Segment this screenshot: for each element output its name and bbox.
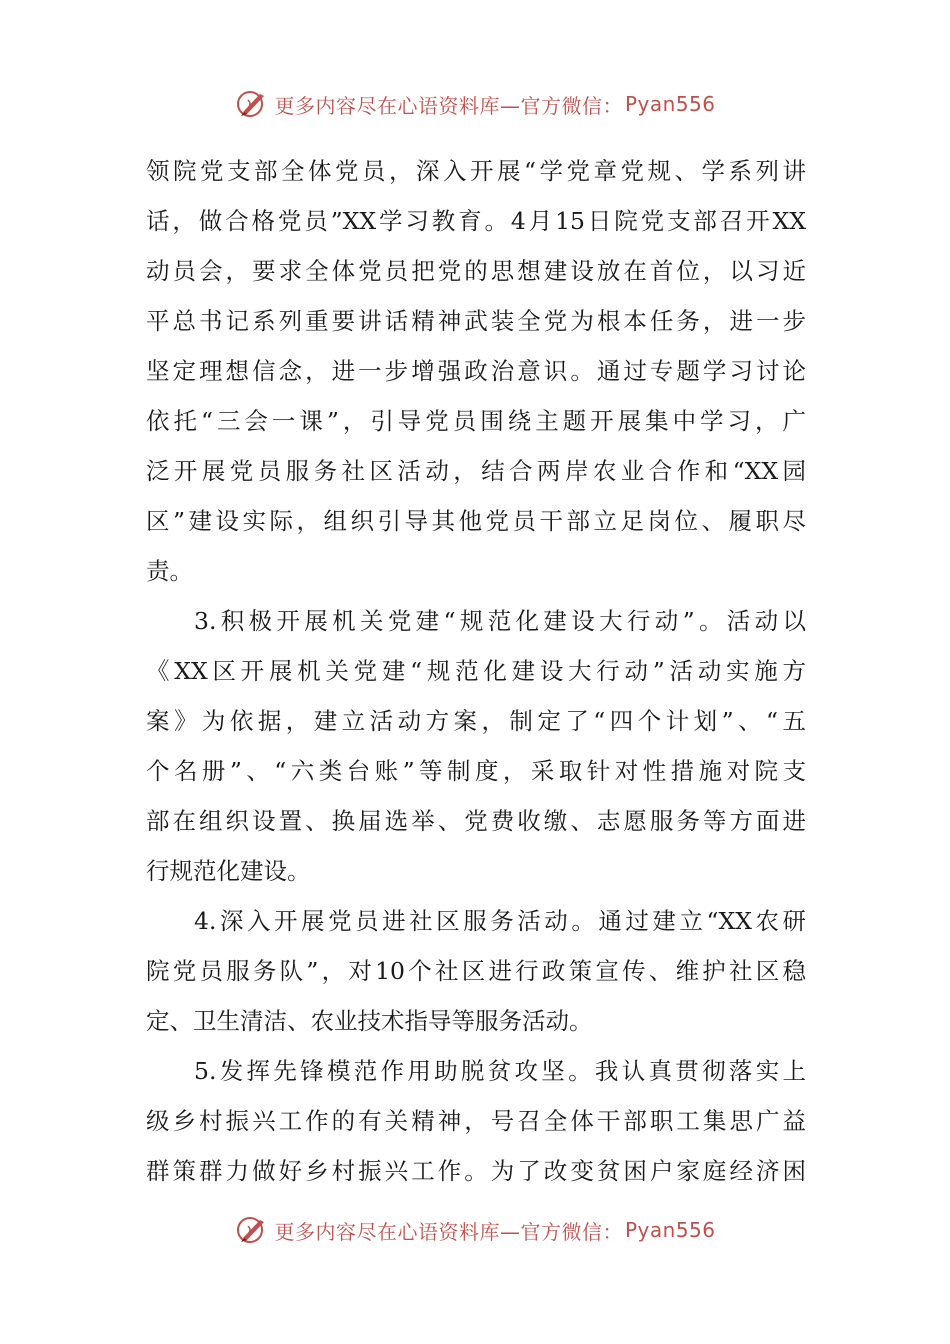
text-line: 4.深入开展党员进社区服务活动。通过建立“XX农研 [194,907,806,935]
text-line: 动员会，要求全体党员把党的思想建设放在首位，以习近 [146,257,806,285]
text-line: 坚定理想信念，进一步增强政治意识。通过专题学习讨论 [146,357,806,385]
text-line: 级乡村振兴工作的有关精神，号召全体干部职工集思广益 [146,1107,806,1135]
text-line: 群策群力做好乡村振兴工作。为了改变贫困户家庭经济困 [146,1157,806,1185]
watermark-text: 更多内容尽在心语资料库—官方微信： [274,1219,623,1244]
document-body [146,146,806,1196]
text-line: 案》为依据，建立活动方案，制定了“四个计划”、“五 [146,707,806,735]
text-line: 依托“三会一课”，引导党员围绕主题开展集中学习，广 [146,407,806,435]
pen-logo-icon [234,86,270,122]
text-line: 院党员服务队”，对10个社区进行政策宣传、维护社区稳 [146,957,806,985]
text-line: 区”建设实际，组织引导其他党员干部立足岗位、履职尽 [146,507,806,535]
text-line: 部在组织设置、换届选举、党费收缴、志愿服务等方面进 [146,807,806,835]
text-line: 领院党支部全体党员，深入开展“学党章党规、学系列讲 [146,157,806,185]
text-line: 话，做合格党员”XX学习教育。4月15日院党支部召开XX [146,207,806,235]
text-line: 平总书记系列重要讲话精神武装全党为根本任务，进一步 [146,307,806,335]
text-line: 行规范化建设。 [146,857,311,885]
watermark-text: 更多内容尽在心语资料库—官方微信： [274,93,623,118]
text-line: 泛开展党员服务社区活动，结合两岸农业合作和“XX园 [146,457,806,485]
watermark-wechat-id: Pyan556 [624,92,716,116]
text-line: 3.积极开展机关党建“规范化建设大行动”。活动以 [194,607,806,635]
text-line: 个名册”、“六类台账”等制度，采取针对性措施对院支 [146,757,806,785]
watermark-wechat-id: Pyan556 [624,1218,716,1242]
text-line: 定、卫生清洁、农业技术指导等服务活动。 [146,1007,593,1035]
text-line: 责。 [146,557,193,585]
text-line: 5.发挥先锋模范作用助脱贫攻坚。我认真贯彻落实上 [194,1057,806,1085]
header-watermark [0,84,950,124]
text-line: 《XX区开展机关党建“规范化建设大行动”活动实施方 [146,657,806,685]
pen-logo-icon [234,1212,270,1248]
footer-watermark [0,1210,950,1250]
